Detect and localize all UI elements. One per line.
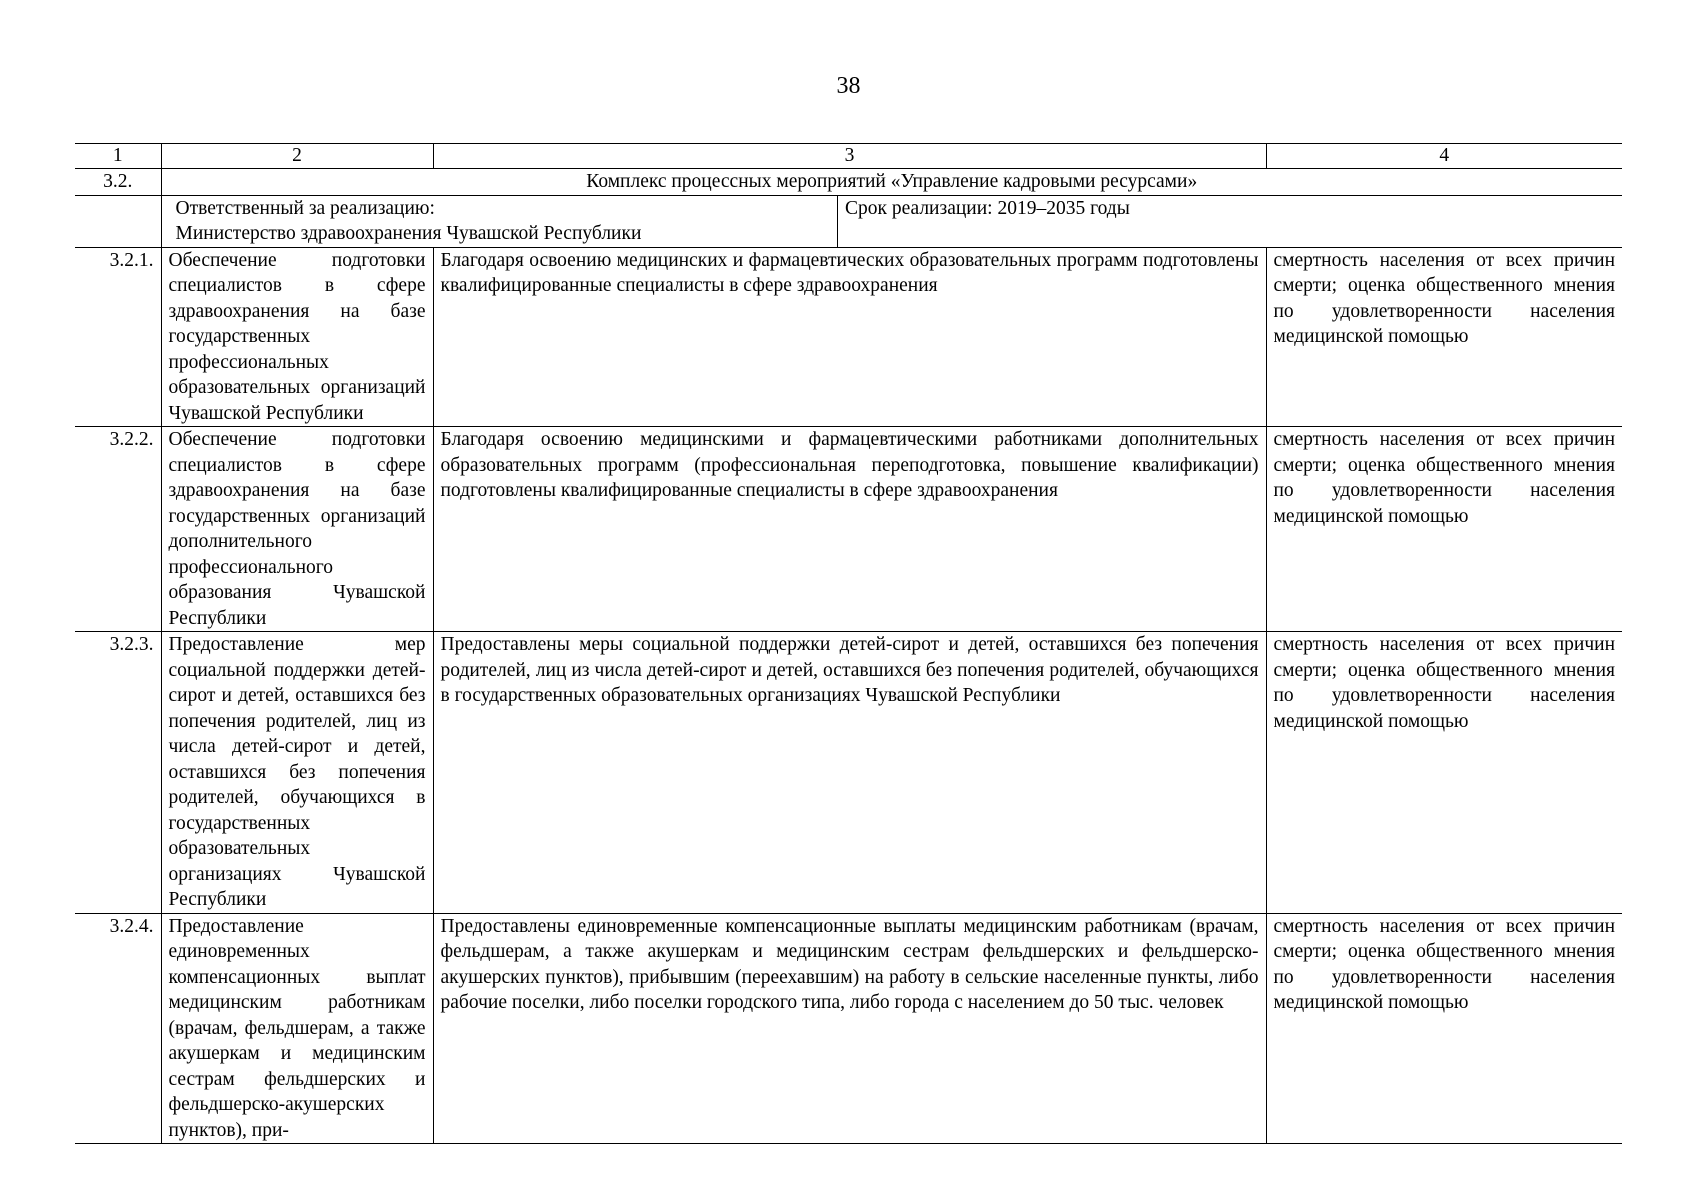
row-result: Благодаря освоению медицинскими и фармацевтическими работниками дополнительных образовательных программ (профессиональная переподготовка, повышение квалификации) подготовлены квалифицированные специалисты в сфере здравоохранения (433, 427, 1266, 632)
column-number-3: 3 (433, 144, 1266, 169)
column-number-4: 4 (1266, 144, 1622, 169)
section-meta (161, 195, 1622, 247)
row-indicator: смертность населения от всех причин смерти; оценка общественного мнения по удовлетворенности населения медицинской помощью (1266, 913, 1622, 1144)
row-result: Предоставлены единовременные компенсационные выплаты медицинским работникам (врачам, фельдшерам, а также акушеркам и медицинским сестрам фельдшерских и фельдшерско-акушерских пунктов), прибывшим (переехавшим) на работу в сельские населенные пункты, либо рабочие поселки, либо поселки городского типа, либо города с населением до 50 тыс. человек (433, 913, 1266, 1144)
activities-table (75, 143, 1622, 1144)
row-task: Предоставление мер социальной поддержки детей-сирот и детей, оставшихся без попечения родителей, лиц из числа детей-сирот и детей, оставшихся без попечения родителей, обучающихся в государственных образовательных организациях Чувашской Республики (161, 632, 433, 914)
section-meta-spacer (75, 195, 161, 247)
responsible-cell (169, 196, 838, 247)
row-number: 3.2.1. (75, 247, 161, 427)
table-row (75, 632, 1622, 914)
section-number: 3.2. (75, 169, 161, 196)
column-number-2: 2 (161, 144, 433, 169)
table-row (75, 427, 1622, 632)
section-meta-row (75, 195, 1622, 247)
row-task: Обеспечение подготовки специалистов в сфере здравоохранения на базе государственных профессиональных образовательных организаций Чувашской Республики (161, 247, 433, 427)
term-cell: Срок реализации: 2019–2035 годы (845, 197, 1130, 219)
row-result: Предоставлены меры социальной поддержки детей-сирот и детей, оставшихся без попечения родителей, лиц из числа детей-сирот и детей, оставшихся без попечения родителей, обучающихся в государственных образовательных организациях Чувашской Республики (433, 632, 1266, 914)
page-number: 38 (836, 73, 861, 99)
row-number: 3.2.3. (75, 632, 161, 914)
row-indicator: смертность населения от всех причин смерти; оценка общественного мнения по удовлетворенности населения медицинской помощью (1266, 247, 1622, 427)
column-number-row (75, 144, 1622, 169)
row-task: Обеспечение подготовки специалистов в сфере здравоохранения на базе государственных организаций дополнительного профессионального образования Чувашской Республики (161, 427, 433, 632)
row-result: Благодаря освоению медицинских и фармацевтических образовательных программ подготовлены квалифицированные специалисты в сфере здравоохранения (433, 247, 1266, 427)
row-indicator: смертность населения от всех причин смерти; оценка общественного мнения по удовлетворенности населения медицинской помощью (1266, 427, 1622, 632)
column-number-1: 1 (75, 144, 161, 169)
responsible-value: Министерство здравоохранения Чувашской Республики (175, 223, 642, 244)
section-title-row (75, 169, 1622, 196)
table-row (75, 247, 1622, 427)
responsible-label: Ответственный за реализацию: (175, 197, 435, 219)
section-title: Комплекс процессных мероприятий «Управление кадровыми ресурсами» (161, 169, 1622, 196)
row-task: Предоставление единовременных компенсационных выплат медицинским работникам (врачам, фельдшерам, а также акушеркам и медицинским сестрам фельдшерских и фельдшерско-акушерских пунктов), при- (161, 913, 433, 1144)
row-number: 3.2.2. (75, 427, 161, 632)
table-row (75, 913, 1622, 1144)
row-indicator: смертность населения от всех причин смерти; оценка общественного мнения по удовлетворенности населения медицинской помощью (1266, 632, 1622, 914)
row-number: 3.2.4. (75, 913, 161, 1144)
